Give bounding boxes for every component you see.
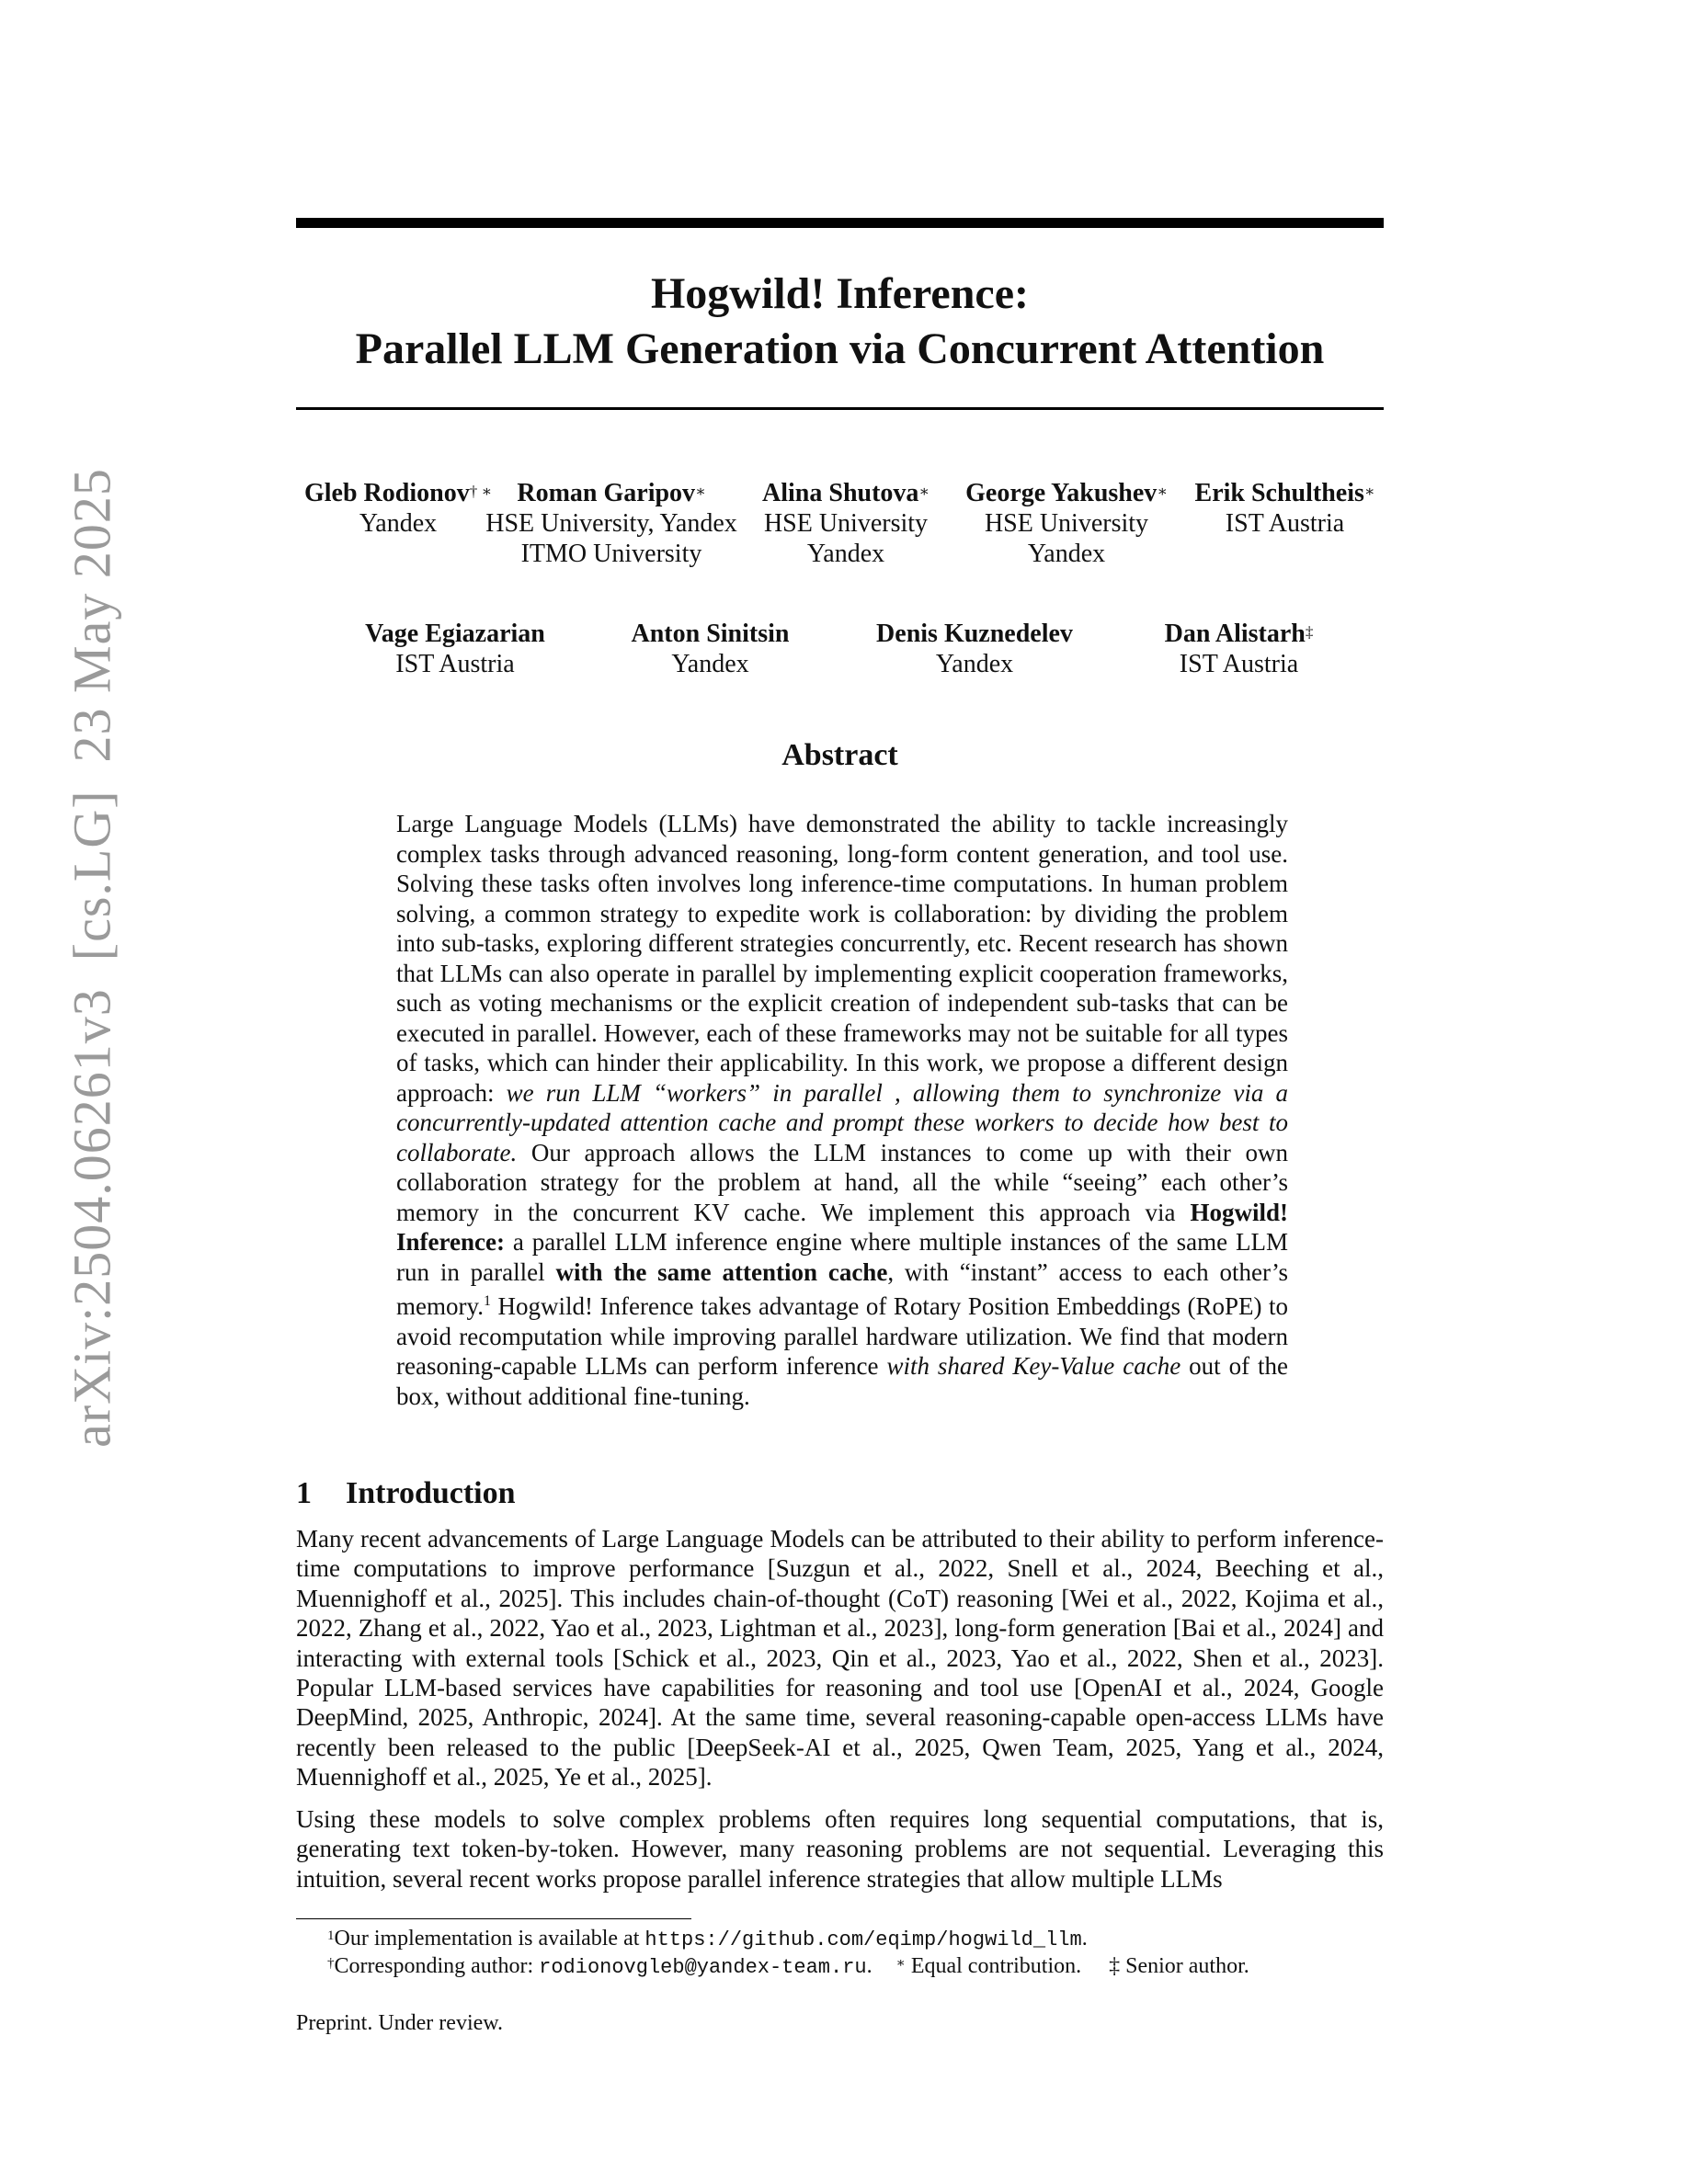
- author-mark: ∗: [695, 483, 706, 500]
- author-mark: ∗: [918, 483, 930, 500]
- section-number: 1: [296, 1476, 312, 1510]
- abstract-heading: Abstract: [781, 738, 898, 772]
- footnote-rule: [296, 1918, 691, 1919]
- abstract-text: Large Language Models (LLMs) have demonstrated the ability to tackle increasingly complex tasks through advanced reasoning, long-form content generation, and tool use. Solving these tasks often involves long inference-time computations. In human problem solving, a common strategy to expedite work is collaboration: by dividing the problem into sub-tasks, exploring different strategies concurrently, etc. Recent research has shown that LLMs can also operate in parallel by implementing explicit cooperation frameworks, such as voting mechanisms or the explicit creation of independent sub-tasks that can be executed in parallel. However, each of these frameworks may not be suitable for all types of tasks, which can hinder their applicability. In this work, we propose a different design approach:: [396, 810, 1288, 1107]
- author-name: Denis Kuznedelev: [876, 620, 1073, 648]
- author-block: [478, 478, 745, 569]
- title-bottom-rule: [296, 407, 1384, 410]
- abstract-text: out of the box, without additional fine-tuning.: [396, 1352, 1288, 1410]
- author-name: Vage Egiazarian: [365, 620, 545, 648]
- author-block: [749, 478, 942, 569]
- author-mark: ∗: [1157, 483, 1168, 500]
- footnote-mark: ∗: [895, 1956, 906, 1971]
- abstract-body: [396, 809, 1288, 1411]
- footnote-ref[interactable]: 1: [483, 1293, 491, 1309]
- author-affiliation: IST Austria: [395, 650, 515, 678]
- author-name: Alina Shutova: [762, 479, 919, 507]
- footnote-text: .: [866, 1954, 873, 1978]
- preprint-notice: Preprint. Under review.: [296, 2011, 504, 2035]
- author-name: Erik Schultheis: [1194, 479, 1364, 507]
- section-heading: [296, 1475, 516, 1512]
- arxiv-date: 23 May 2025: [62, 468, 122, 763]
- author-block: [1135, 619, 1342, 679]
- footnote-mark: ‡: [1109, 1954, 1121, 1978]
- title-top-rule: [296, 218, 1384, 228]
- footnote-text: Senior author.: [1120, 1954, 1249, 1978]
- author-affiliation: IST Austria: [1179, 650, 1299, 678]
- footnote-mark: 1: [327, 1928, 335, 1943]
- author-name: Dan Alistarh: [1164, 620, 1306, 648]
- abstract-bold: with the same attention cache: [555, 1257, 888, 1286]
- author-affiliation: Yandex: [935, 650, 1014, 678]
- paper-title: [296, 267, 1384, 377]
- author-affiliation: Yandex: [806, 540, 885, 568]
- github-link[interactable]: https://github.com/eqimp/hogwild_llm: [644, 1928, 1082, 1951]
- author-block: [855, 619, 1094, 679]
- author-block: [296, 478, 500, 539]
- arxiv-category: [cs.LG]: [62, 790, 122, 961]
- author-name: Anton Sinitsin: [631, 620, 790, 648]
- author-mark: † ∗: [469, 483, 492, 500]
- arxiv-id: arXiv:2504.06261v3: [62, 988, 122, 1448]
- author-affiliation: ITMO University: [520, 540, 702, 568]
- author-name: Gleb Rodionov: [303, 479, 470, 507]
- footnote-text: Corresponding author:: [334, 1954, 540, 1978]
- author-affiliation: IST Austria: [1225, 509, 1345, 538]
- title-line-2: Parallel LLM Generation via Concurrent Attention: [355, 324, 1325, 373]
- footnote-text: .: [1081, 1927, 1088, 1951]
- title-line-1: Hogwild! Inference:: [650, 269, 1030, 318]
- author-affiliation: Yandex: [1027, 540, 1106, 568]
- author-block: [1186, 478, 1384, 539]
- author-affiliation: HSE University: [763, 509, 929, 538]
- abstract-text: , with “instant” access to each other’s memory.: [396, 1257, 1288, 1320]
- author-name: Roman Garipov: [517, 479, 696, 507]
- abstract-bold: Hogwild! Inference:: [396, 1198, 1288, 1256]
- abstract-text: Hogwild! Inference takes advantage of Rotary Position Embeddings (RoPE) to avoid recomputation while improving parallel hardware utilization. We find that modern reasoning-capable LLMs can perform inference: [396, 1292, 1288, 1380]
- intro-paragraph-1: Many recent advancements of Large Language Models can be attributed to their ability to perform inference-time computations to improve performance [Suzgun et al., 2022, Snell et al., 2024, Beeching et al., Muennighoff et al., 2025]. This includes chain-of-thought (CoT) reasoning [Wei et al., 2022, Kojima et al., 2022, Zhang et al., 2022, Yao et al., 2023, Lightman et al., 2023], long-form generation [Bai et al., 2024] and interacting with external tools [Schick et al., 2023, Qin et al., 2023, Yao et al., 2022, Shen et al., 2023]. Popular LLM-based services have capabilities for reasoning and tool use [OpenAI et al., 2024, Google DeepMind, 2025, Anthropic, 2024]. At the same time, several reasoning-capable open-access LLMs have recently been released to the public [DeepSeek-AI et al., 2025, Qwen Team, 2025, Yang et al., 2024, Muennighoff et al., 2025, Ye et al., 2025].: [296, 1525, 1384, 1792]
- abstract-text: a parallel LLM inference engine where multiple instances of the same LLM run in parallel: [396, 1228, 1288, 1286]
- author-affiliation: HSE University: [984, 509, 1149, 538]
- author-affiliation: Yandex: [671, 650, 749, 678]
- author-name: George Yakushev: [965, 479, 1158, 507]
- author-block: [345, 619, 565, 679]
- arxiv-sidebar-stamp: [62, 440, 123, 1448]
- footnote-1: [327, 1925, 1088, 1954]
- section-title: Introduction: [346, 1476, 516, 1510]
- author-mark: ‡: [1305, 623, 1314, 641]
- author-block: [952, 478, 1181, 569]
- abstract-emphasis: with shared Key-Value cache: [886, 1352, 1181, 1380]
- author-block: [607, 619, 814, 679]
- author-affiliation: Yandex: [359, 509, 438, 538]
- intro-paragraph-2: Using these models to solve complex problems often requires long sequential computations, that is, generating text token-by-token. However, many reasoning problems are not sequential. Leveraging this intuition, several recent works propose parallel inference strategies that allow multiple LLMs: [296, 1805, 1384, 1893]
- footnote-2: [327, 1952, 1249, 1982]
- footnote-text: Our implementation is available at: [334, 1927, 645, 1951]
- author-affiliation: HSE University, Yandex: [485, 509, 737, 538]
- footnote-mark: †: [327, 1956, 335, 1971]
- author-mark: ∗: [1363, 483, 1375, 500]
- abstract-emphasis: we run LLM “workers” in parallel , allowing them to synchronize via a concurrently-updated attention cache and prompt these workers to decide how best to collaborate.: [396, 1078, 1288, 1166]
- abstract-text: Our approach allows the LLM instances to come up with their own collaboration strategy for the problem at hand, all the while “seeing” each other’s memory in the concurrent KV cache. We implement this approach via: [396, 1138, 1288, 1226]
- footnote-text: Equal contribution.: [905, 1954, 1082, 1978]
- email-link[interactable]: rodionovgleb@yandex-team.ru: [539, 1956, 867, 1979]
